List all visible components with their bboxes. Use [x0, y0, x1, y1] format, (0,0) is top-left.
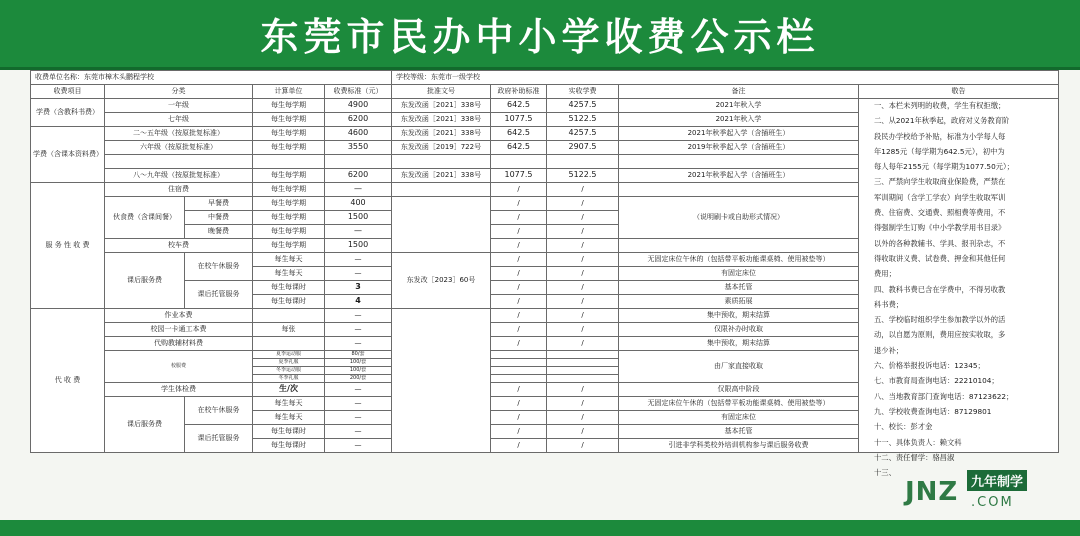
fee: 4900 [325, 99, 392, 113]
actual: / [547, 295, 619, 309]
actual: / [547, 439, 619, 453]
col-header: 分类 [105, 85, 253, 99]
fee: 400 [325, 197, 392, 211]
actual: 5122.5 [547, 169, 619, 183]
actual: 4257.5 [547, 99, 619, 113]
subsidy [491, 359, 547, 367]
subsidy [491, 375, 547, 383]
unit: 每生每天 [253, 397, 325, 411]
fee: — [325, 309, 392, 323]
actual: / [547, 225, 619, 239]
lunch-care: 在校午休服务 [185, 397, 253, 425]
fee: — [325, 183, 392, 197]
fee: — [325, 397, 392, 411]
subsidy: / [491, 309, 547, 323]
notice-line: 七、市教育局查询电话：22210104； [874, 376, 999, 386]
notice-line: 三、严禁向学生收取商业保险费，严禁在 [874, 177, 1006, 187]
actual: / [547, 211, 619, 225]
uniform-price: 100/套 [325, 359, 392, 367]
notice-line: 十三、 [874, 468, 896, 478]
subsidy: / [491, 183, 547, 197]
fee: 3550 [325, 141, 392, 155]
subsidy: / [491, 439, 547, 453]
subsidy: / [491, 225, 547, 239]
subsidy: / [491, 397, 547, 411]
unit: 每张 [253, 323, 325, 337]
remark [619, 183, 859, 197]
subsidy: / [491, 267, 547, 281]
remark: 无固定床位午休的（包括带平板功能课桌椅、使用被垫等） [619, 397, 859, 411]
remark: 2021年秋季起入学（含插班生） [619, 169, 859, 183]
fee: — [325, 323, 392, 337]
fee: — [325, 425, 392, 439]
remark: 2021年秋季起入学（含插班生） [619, 127, 859, 141]
subsidy: / [491, 239, 547, 253]
actual [547, 351, 619, 359]
category: 六年级（按原批复标准） [105, 141, 253, 155]
empty-cell [105, 155, 253, 169]
bottom-bar [0, 520, 1080, 536]
subsidy: 642.5 [491, 141, 547, 155]
fee: 1500 [325, 239, 392, 253]
unit: 生/次 [253, 383, 325, 397]
subsidy: 1077.5 [491, 169, 547, 183]
approval [392, 183, 491, 197]
notice-line: 动，以自愿为原则，费用应按实收取，多 [874, 330, 1006, 340]
actual: / [547, 197, 619, 211]
approval: 东发改［2023］60号 [392, 253, 491, 309]
school-name: 收费单位名称：东莞市樟木头鹏程学校 [31, 71, 392, 85]
remark: 有固定床位 [619, 411, 859, 425]
subsidy: / [491, 425, 547, 439]
unit: 每生每课时 [253, 425, 325, 439]
uniform-item: 冬季运动服 [253, 367, 325, 375]
actual [547, 359, 619, 367]
notice-line: 五、学校临时组织学生参加教学以外的活 [874, 315, 1006, 325]
notice-line: 十二、责任督学：骆昌淑 [874, 452, 955, 462]
notice-line: 十、校长：彭才金 [874, 422, 933, 432]
col-header: 收费标准（元） [325, 85, 392, 99]
evening-care: 课后托管服务 [185, 281, 253, 309]
notice-line: 年1285元（每学期为642.5元），初中为 [874, 146, 1005, 156]
unit: 每生每学期 [253, 183, 325, 197]
approval: 东发改函［2021］338号 [392, 127, 491, 141]
category: 学生体检费 [105, 383, 253, 397]
unit [253, 337, 325, 351]
unit: 每生每学期 [253, 225, 325, 239]
uniform-item: 冬季礼服 [253, 375, 325, 383]
remark: 引进非学科类校外培训机构参与课后服务收费 [619, 439, 859, 453]
col-header: 收费项目 [31, 85, 105, 99]
actual: 2907.5 [547, 141, 619, 155]
group-label: 学费（含课本资料费） [31, 127, 105, 183]
col-header: 批准文号 [392, 85, 491, 99]
fee: 3 [325, 281, 392, 295]
empty-cell [392, 155, 491, 169]
approval: 东发改函［2019］722号 [392, 141, 491, 155]
actual: 4257.5 [547, 127, 619, 141]
group-label: 服 务 性 收 费 [31, 183, 105, 309]
subsidy: 642.5 [491, 127, 547, 141]
uniform-item: 夏季礼服 [253, 359, 325, 367]
approval: 东发改函［2021］338号 [392, 169, 491, 183]
fee: — [325, 337, 392, 351]
remark: 2019年秋季起入学（含插班生） [619, 141, 859, 155]
unit: 每生每课时 [253, 439, 325, 453]
group-label: 代 收 费 [31, 309, 105, 453]
notice-line: 四、教科书费已含在学费中，不得另收教 [874, 284, 1006, 294]
notice-line: 退少补； [874, 345, 904, 355]
fee: 6200 [325, 113, 392, 127]
subsidy: / [491, 211, 547, 225]
col-header: 实收学费 [547, 85, 619, 99]
actual: / [547, 267, 619, 281]
category: 作业本费 [105, 309, 253, 323]
notice-text [874, 98, 1064, 480]
uniform-label: 校服费 [105, 351, 253, 383]
unit: 每生每学期 [253, 141, 325, 155]
fee: 4600 [325, 127, 392, 141]
category: 校车费 [105, 239, 253, 253]
fee: 4 [325, 295, 392, 309]
actual: / [547, 281, 619, 295]
actual: / [547, 253, 619, 267]
watermark-en: JNZ [905, 477, 959, 507]
col-header: 计算单位 [253, 85, 325, 99]
notice-line: 以外的各种教辅书、学具、报刊杂志，不 [874, 238, 1006, 248]
subsidy: 642.5 [491, 99, 547, 113]
fee: — [325, 225, 392, 239]
approval: 东发改函［2021］338号 [392, 113, 491, 127]
uniform-item: 夏季运动服 [253, 351, 325, 359]
unit: 每生每课时 [253, 295, 325, 309]
uniform-price: 200/套 [325, 375, 392, 383]
subsidy: / [491, 281, 547, 295]
empty-cell [619, 155, 859, 169]
category: 一年级 [105, 99, 253, 113]
notice-line: 九、学校收费查询电话：87129801 [874, 406, 992, 416]
category: 中餐费 [185, 211, 253, 225]
notice-line: 十一、具体负责人：赖文科 [874, 437, 962, 447]
fee: — [325, 253, 392, 267]
remark: 由厂家直接收取 [619, 351, 859, 383]
col-header: 备注 [619, 85, 859, 99]
approval [392, 309, 491, 453]
notice-line: 二、从2021年秋季起，政府对义务教育阶 [874, 116, 1010, 126]
remark: 集中预收，期末结算 [619, 337, 859, 351]
watermark-logo [905, 467, 1055, 517]
fee: 6200 [325, 169, 392, 183]
notice-line: 军训期间（含学工学农）向学生收取军训 [874, 192, 1006, 202]
unit: 每生每学期 [253, 99, 325, 113]
actual: / [547, 383, 619, 397]
subsidy: / [491, 323, 547, 337]
category: 校园一卡通工本费 [105, 323, 253, 337]
meal-group: 伙食费（含课间餐） [105, 197, 185, 239]
remark: 基本托管 [619, 281, 859, 295]
col-header: 敬告 [859, 85, 1059, 99]
actual [547, 375, 619, 383]
category: 晚餐费 [185, 225, 253, 239]
unit: 每生每学期 [253, 169, 325, 183]
school-level: 学校等级：东莞市一级学校 [392, 71, 1059, 85]
notice-line: 八、当地教育部门查询电话：87123622； [874, 391, 1014, 401]
notice-line: 科书费； [874, 299, 904, 309]
watermark-com: .COM [971, 495, 1014, 510]
empty-cell [491, 155, 547, 169]
unit: 每生每学期 [253, 239, 325, 253]
actual: / [547, 183, 619, 197]
remark [619, 239, 859, 253]
page-title: 东莞市民办中小学收费公示栏 [260, 14, 820, 59]
empty-cell [325, 155, 392, 169]
watermark-cn: 九年制学 [967, 470, 1027, 491]
unit: 每生每天 [253, 411, 325, 425]
notice-line: 得强制学生订购《中小学教学用书目录》 [874, 223, 1006, 233]
actual: / [547, 239, 619, 253]
category: 八～九年级（按原批复标准） [105, 169, 253, 183]
fee: 1500 [325, 211, 392, 225]
category: 七年级 [105, 113, 253, 127]
unit: 每生每学期 [253, 127, 325, 141]
subsidy: / [491, 383, 547, 397]
remark: 2021年秋入学 [619, 113, 859, 127]
subsidy: 1077.5 [491, 113, 547, 127]
fee: — [325, 439, 392, 453]
unit: 每生每学期 [253, 197, 325, 211]
group-label: 学费（含教科书费） [31, 99, 105, 127]
banner [0, 0, 1080, 70]
empty-cell [253, 155, 325, 169]
actual: / [547, 411, 619, 425]
subsidy [491, 351, 547, 359]
remark: 仅限补办时收取 [619, 323, 859, 337]
category: 二～五年级（按原批复标准） [105, 127, 253, 141]
notice-line: 每人每年2155元（每学期为1077.50元）； [874, 162, 1014, 172]
actual: / [547, 397, 619, 411]
after-school-group: 课后服务费 [105, 397, 185, 453]
approval [392, 197, 491, 253]
uniform-price: 80/套 [325, 351, 392, 359]
remark: 无固定床位午休的（包括带平板功能课桌椅、使用被垫等） [619, 253, 859, 267]
subsidy: / [491, 253, 547, 267]
subsidy: / [491, 295, 547, 309]
remark: 基本托管 [619, 425, 859, 439]
fee: — [325, 267, 392, 281]
remark: 仅限高中阶段 [619, 383, 859, 397]
notice-line: 段民办学校给予补贴，标准为小学每人每 [874, 131, 1006, 141]
unit [253, 309, 325, 323]
category: 住宿费 [105, 183, 253, 197]
remark: （说明刷卡或自助形式情况） [619, 197, 859, 239]
subsidy: / [491, 411, 547, 425]
after-school-group: 课后服务费 [105, 253, 185, 309]
col-header: 政府补助标准 [491, 85, 547, 99]
empty-cell [547, 155, 619, 169]
unit: 每生每学期 [253, 113, 325, 127]
evening-care: 课后托管服务 [185, 425, 253, 453]
notice-line: 得收取讲义费、试卷费、押金和其他任何 [874, 253, 1006, 263]
actual: / [547, 337, 619, 351]
notice-line: 费用； [874, 269, 896, 279]
unit: 每生每课时 [253, 281, 325, 295]
unit: 每生每天 [253, 267, 325, 281]
actual [547, 367, 619, 375]
remark: 集中预收，期末结算 [619, 309, 859, 323]
actual: / [547, 425, 619, 439]
actual: 5122.5 [547, 113, 619, 127]
unit: 每生每天 [253, 253, 325, 267]
remark: 2021年秋入学 [619, 99, 859, 113]
unit: 每生每学期 [253, 211, 325, 225]
subsidy: / [491, 197, 547, 211]
uniform-price: 100/套 [325, 367, 392, 375]
fee: — [325, 411, 392, 425]
fee: — [325, 383, 392, 397]
notice-line: 六、价格举报投诉电话：12345； [874, 361, 985, 371]
subsidy: / [491, 337, 547, 351]
category: 代购教辅材料费 [105, 337, 253, 351]
notice-line: 一、本栏未列明的收费，学生有权拒缴； [874, 101, 1006, 110]
actual: / [547, 323, 619, 337]
notice-line: 费、住宿费、交通费、照相费等费用，不 [874, 208, 1006, 218]
remark: 素质拓展 [619, 295, 859, 309]
remark: 有固定床位 [619, 267, 859, 281]
actual: / [547, 309, 619, 323]
lunch-care: 在校午休服务 [185, 253, 253, 281]
subsidy [491, 367, 547, 375]
category: 早餐费 [185, 197, 253, 211]
approval: 东发改函［2021］338号 [392, 99, 491, 113]
